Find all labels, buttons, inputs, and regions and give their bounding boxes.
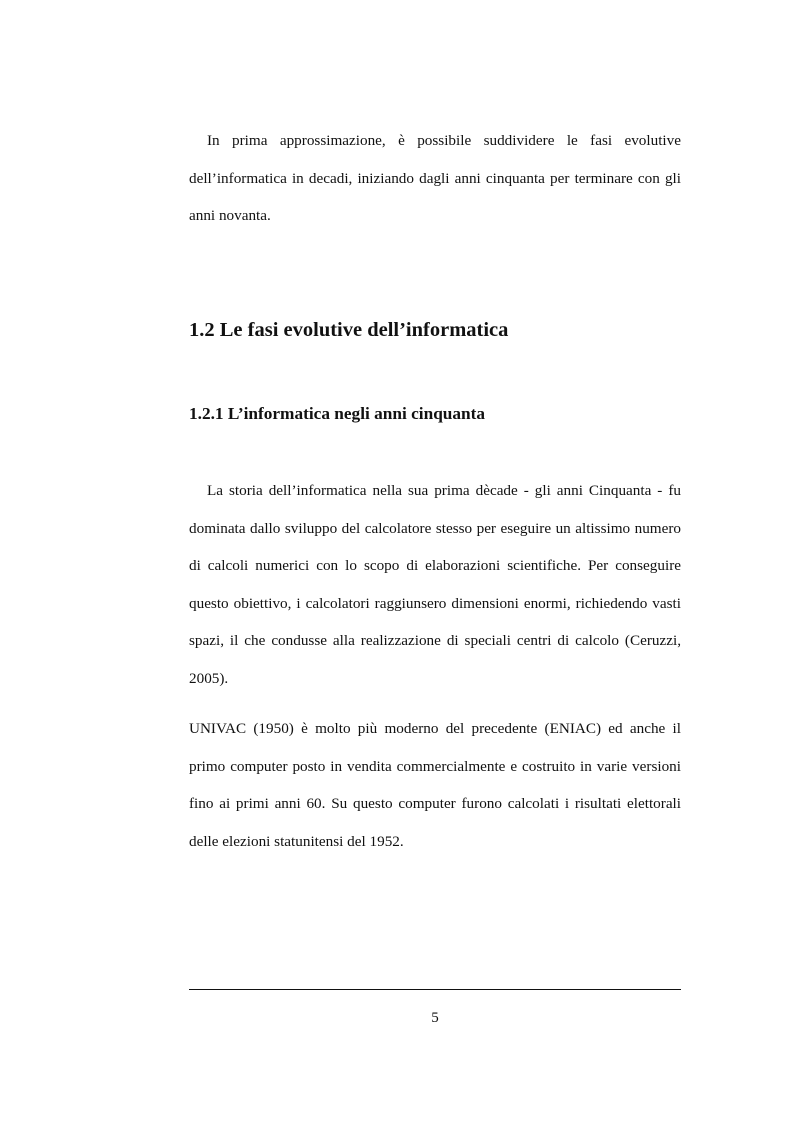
section-heading: 1.2 Le fasi evolutive dell’informatica bbox=[189, 319, 509, 341]
footer-divider bbox=[189, 989, 681, 990]
page-number: 5 bbox=[431, 1010, 439, 1026]
subsection-heading: 1.2.1 L’informatica negli anni cinquanta bbox=[189, 404, 486, 423]
intro-paragraph: In prima approssimazione, è possibile suddividere le fasi evolutive dell’informatica in decadi, iniziando dagli anni cinquanta per terminare con gli anni novanta. bbox=[189, 132, 681, 224]
body-paragraph-univac: UNIVAC (1950) è molto più moderno del precedente (ENIAC) ed anche il primo computer posto in vendita commercialmente e costruito in varie versioni fino ai primi anni 60. Su questo computer furono calcolati i risultati elettorali delle elezioni statunitensi del 1952. bbox=[189, 720, 681, 850]
document-page bbox=[189, 0, 681, 1123]
body-paragraph-storia: La storia dell’informatica nella sua prima dècade - gli anni Cinquanta - fu dominata dallo sviluppo del calcolatore stesso per eseguire un altissimo numero di calcoli numerici con lo scopo di elaborazioni scientifiche. Per conseguire questo obiettivo, i calcolatori raggiunsero dimensioni enormi, richiedendo vasti spazi, il che condusse alla realizzazione di speciali centri di calcolo (Ceruzzi, 2005). bbox=[189, 482, 681, 687]
